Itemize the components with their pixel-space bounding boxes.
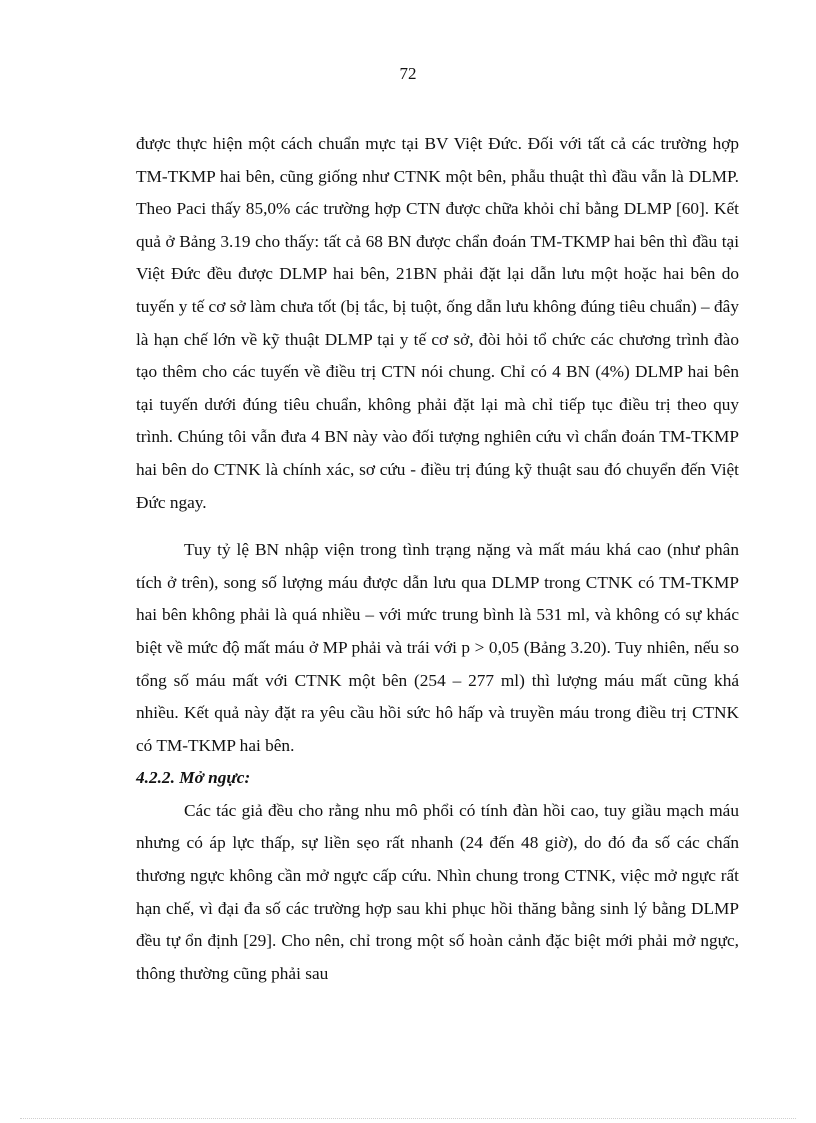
paragraph-1: được thực hiện một cách chuẩn mực tại BV Việt Đức. Đối với tất cả các trường hợp TM-TKMP hai bên, cũng giống như CTNK một bên, phẫu thuật thì đầu vẫn là DLMP. Theo Paci thấy 85,0% các trường hợp CTN được chữa khỏi chỉ bằng DLMP [60]. Kết quả ở Bảng 3.19 cho thấy: tất cả 68 BN được chẩn đoán TM-TKMP hai bên thì đầu tại Việt Đức đều được DLMP hai bên, 21BN phải đặt lại dẫn lưu một hoặc hai bên do tuyến y tế cơ sở làm chưa tốt (bị tắc, bị tuột, ống dẫn lưu không đúng tiêu chuẩn) – đây là hạn chế lớn về kỹ thuật DLMP tại y tế cơ sở, đòi hỏi tổ chức các chương trình đào tạo thêm cho các tuyến về điều trị CTN nói chung. Chỉ có 4 BN (4%) DLMP hai bên tại tuyến dưới đúng tiêu chuẩn, không phải đặt lại mà chỉ tiếp tục điều trị theo quy trình. Chúng tôi vẫn đưa 4 BN này vào đối tượng nghiên cứu vì chẩn đoán TM-TKMP hai bên do CTNK là chính xác, sơ cứu - điều trị đúng kỹ thuật sau đó chuyển đến Việt Đức ngay. [136, 134, 739, 512]
document-body [136, 128, 739, 990]
paragraph-2: Tuy tỷ lệ BN nhập viện trong tình trạng nặng và mất máu khá cao (như phân tích ở trên), song số lượng máu được dẫn lưu qua DLMP trong CTNK có TM-TKMP hai bên không phải là quá nhiều – với mức trung bình là 531 ml, và không có sự khác biệt về mức độ mất máu ở MP phải và trái với p > 0,05 (Bảng 3.20). Tuy nhiên, nếu so tổng số máu mất với CTNK một bên (254 – 277 ml) thì lượng máu mất cũng khá nhiều. Kết quả này đặt ra yêu cầu hồi sức hô hấp và truyền máu trong điều trị CTNK có TM-TKMP hai bên. [136, 540, 739, 755]
page-number: 72 [399, 64, 417, 83]
section-heading: 4.2.2. Mở ngực: [136, 768, 251, 788]
paragraph-gap [136, 519, 739, 534]
page-bottom-border [20, 1118, 796, 1119]
paragraph-3: Các tác giả đều cho rằng nhu mô phổi có tính đàn hồi cao, tuy giầu mạch máu nhưng có áp lực thấp, sự liền sẹo rất nhanh (24 đến 48 giờ), do đó đa số các chấn thương ngực không cần mở ngực cấp cứu. Nhìn chung trong CTNK, việc mở ngực rất hạn chế, vì đại đa số các trường hợp sau khi phục hồi thăng bằng sinh lý bằng DLMP đều tự ổn định [29]. Cho nên, chỉ trong một số hoàn cảnh đặc biệt mới phải mở ngực, thông thường cũng phải sau [136, 800, 739, 983]
